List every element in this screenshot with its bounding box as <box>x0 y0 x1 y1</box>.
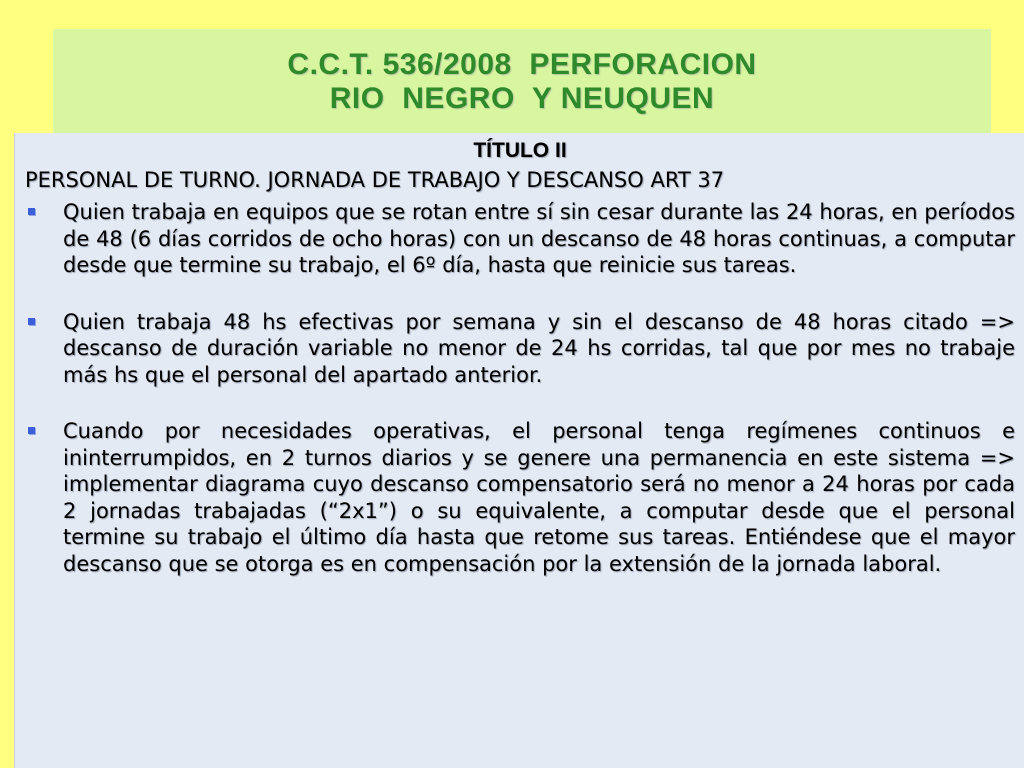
bullet-text: Cuando por necesidades operativas, el personal tenga regímenes continuos e ininterrumpidos, en 2 turnos diarios y se genere una permanencia en este sistema => implementar diagrama cuyo descanso compensatorio será no menor a 24 horas por cada 2 jornadas trabajadas (“2x1”) o su equivalente, a computar desde que el personal termine su trabajo el último día hasta que retome sus tareas. Entiéndese que el mayor descanso que se otorga es en compensación por la extensión de la jornada laboral. <box>63 419 1015 576</box>
bullet-item <box>15 309 1024 389</box>
title-banner <box>53 29 991 135</box>
square-bullet-icon <box>28 208 35 215</box>
bullet-list <box>15 199 1024 577</box>
section-title: TÍTULO II <box>473 139 567 162</box>
slide-title-line-1: C.C.T. 536/2008 PERFORACION <box>287 48 757 81</box>
bullet-item <box>15 418 1024 577</box>
bullet-text: Quien trabaja en equipos que se rotan entre sí sin cesar durante las 24 horas, en períodos de 48 (6 días corridos de ocho horas) con un descanso de 48 horas continuas, a computar desde que termine su trabajo, el 6º día, hasta que reinicie sus tareas. <box>63 200 1015 277</box>
content-panel <box>14 133 1024 768</box>
square-bullet-icon <box>28 318 35 325</box>
square-bullet-icon <box>28 427 35 434</box>
section-subheading: PERSONAL DE TURNO. JORNADA DE TRABAJO Y DESCANSO ART 37 <box>25 168 725 192</box>
bullet-text: Quien trabaja 48 hs efectivas por semana y sin el descanso de 48 horas citado => descanso de duración variable no menor de 24 hs corridas, tal que por mes no trabaje más hs que el personal del apartado anterior. <box>63 309 1015 387</box>
bullet-item <box>15 199 1024 279</box>
slide-title-line-2: RIO NEGRO Y NEUQUEN <box>329 82 715 115</box>
